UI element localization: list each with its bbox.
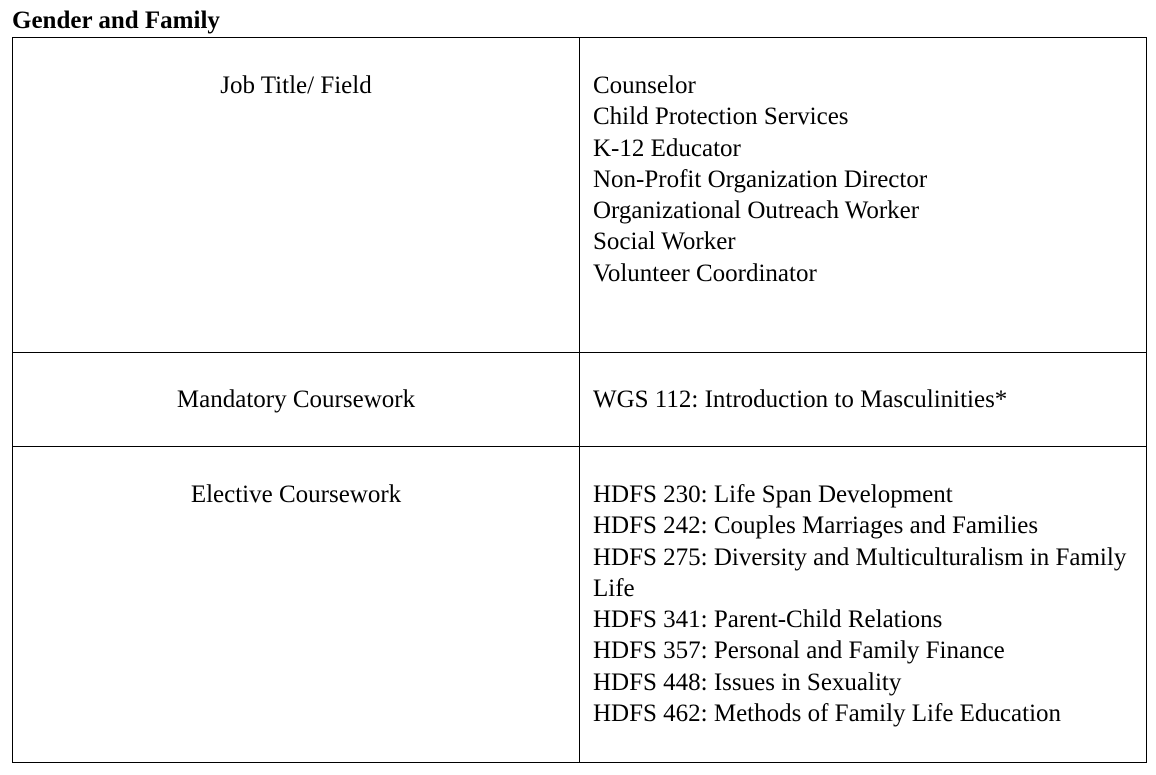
page-title: Gender and Family (12, 7, 220, 34)
career-coursework-table (12, 37, 1147, 763)
row-label-cell (13, 353, 580, 447)
list-item: Counselor (593, 72, 696, 99)
row-label-mandatory-coursework: Mandatory Coursework (176, 386, 416, 413)
list-item: Non-Profit Organization Director (593, 165, 928, 193)
table-row-job-titles (13, 38, 1147, 353)
table-row-mandatory-coursework (13, 353, 1147, 447)
list-item: HDFS 357: Personal and Family Finance (593, 637, 1005, 665)
table-row-elective-coursework (13, 447, 1147, 763)
row-value-cell (580, 447, 1147, 763)
list-item: Organizational Outreach Worker (593, 197, 920, 225)
list-item: Child Protection Services (593, 103, 849, 131)
row-label-cell (13, 38, 580, 353)
list-item: HDFS 448: Issues in Sexuality (593, 668, 902, 696)
list-item: Volunteer Coordinator (593, 259, 817, 287)
list-item: WGS 112: Introduction to Masculinities* (593, 386, 1008, 413)
list-item: K-12 Educator (593, 134, 741, 162)
list-item: HDFS 462: Methods of Family Life Education (593, 700, 1062, 728)
row-value-cell (580, 353, 1147, 447)
list-item: Social Worker (593, 228, 736, 256)
row-label-elective-coursework: Elective Coursework (190, 481, 402, 508)
row-value-cell (580, 38, 1147, 353)
list-item: HDFS 341: Parent-Child Relations (593, 606, 943, 634)
row-label-cell (13, 447, 580, 763)
job-title-list (593, 38, 1138, 289)
row-label-job-title: Job Title/ Field (220, 72, 372, 99)
list-item: HDFS 275: Diversity and Multiculturalism in Family Life (593, 543, 1127, 602)
list-item: HDFS 242: Couples Marriages and Families (593, 512, 1039, 540)
mandatory-course-list (593, 353, 1138, 415)
list-item: HDFS 230: Life Span Development (593, 481, 953, 508)
elective-course-list (593, 447, 1138, 729)
